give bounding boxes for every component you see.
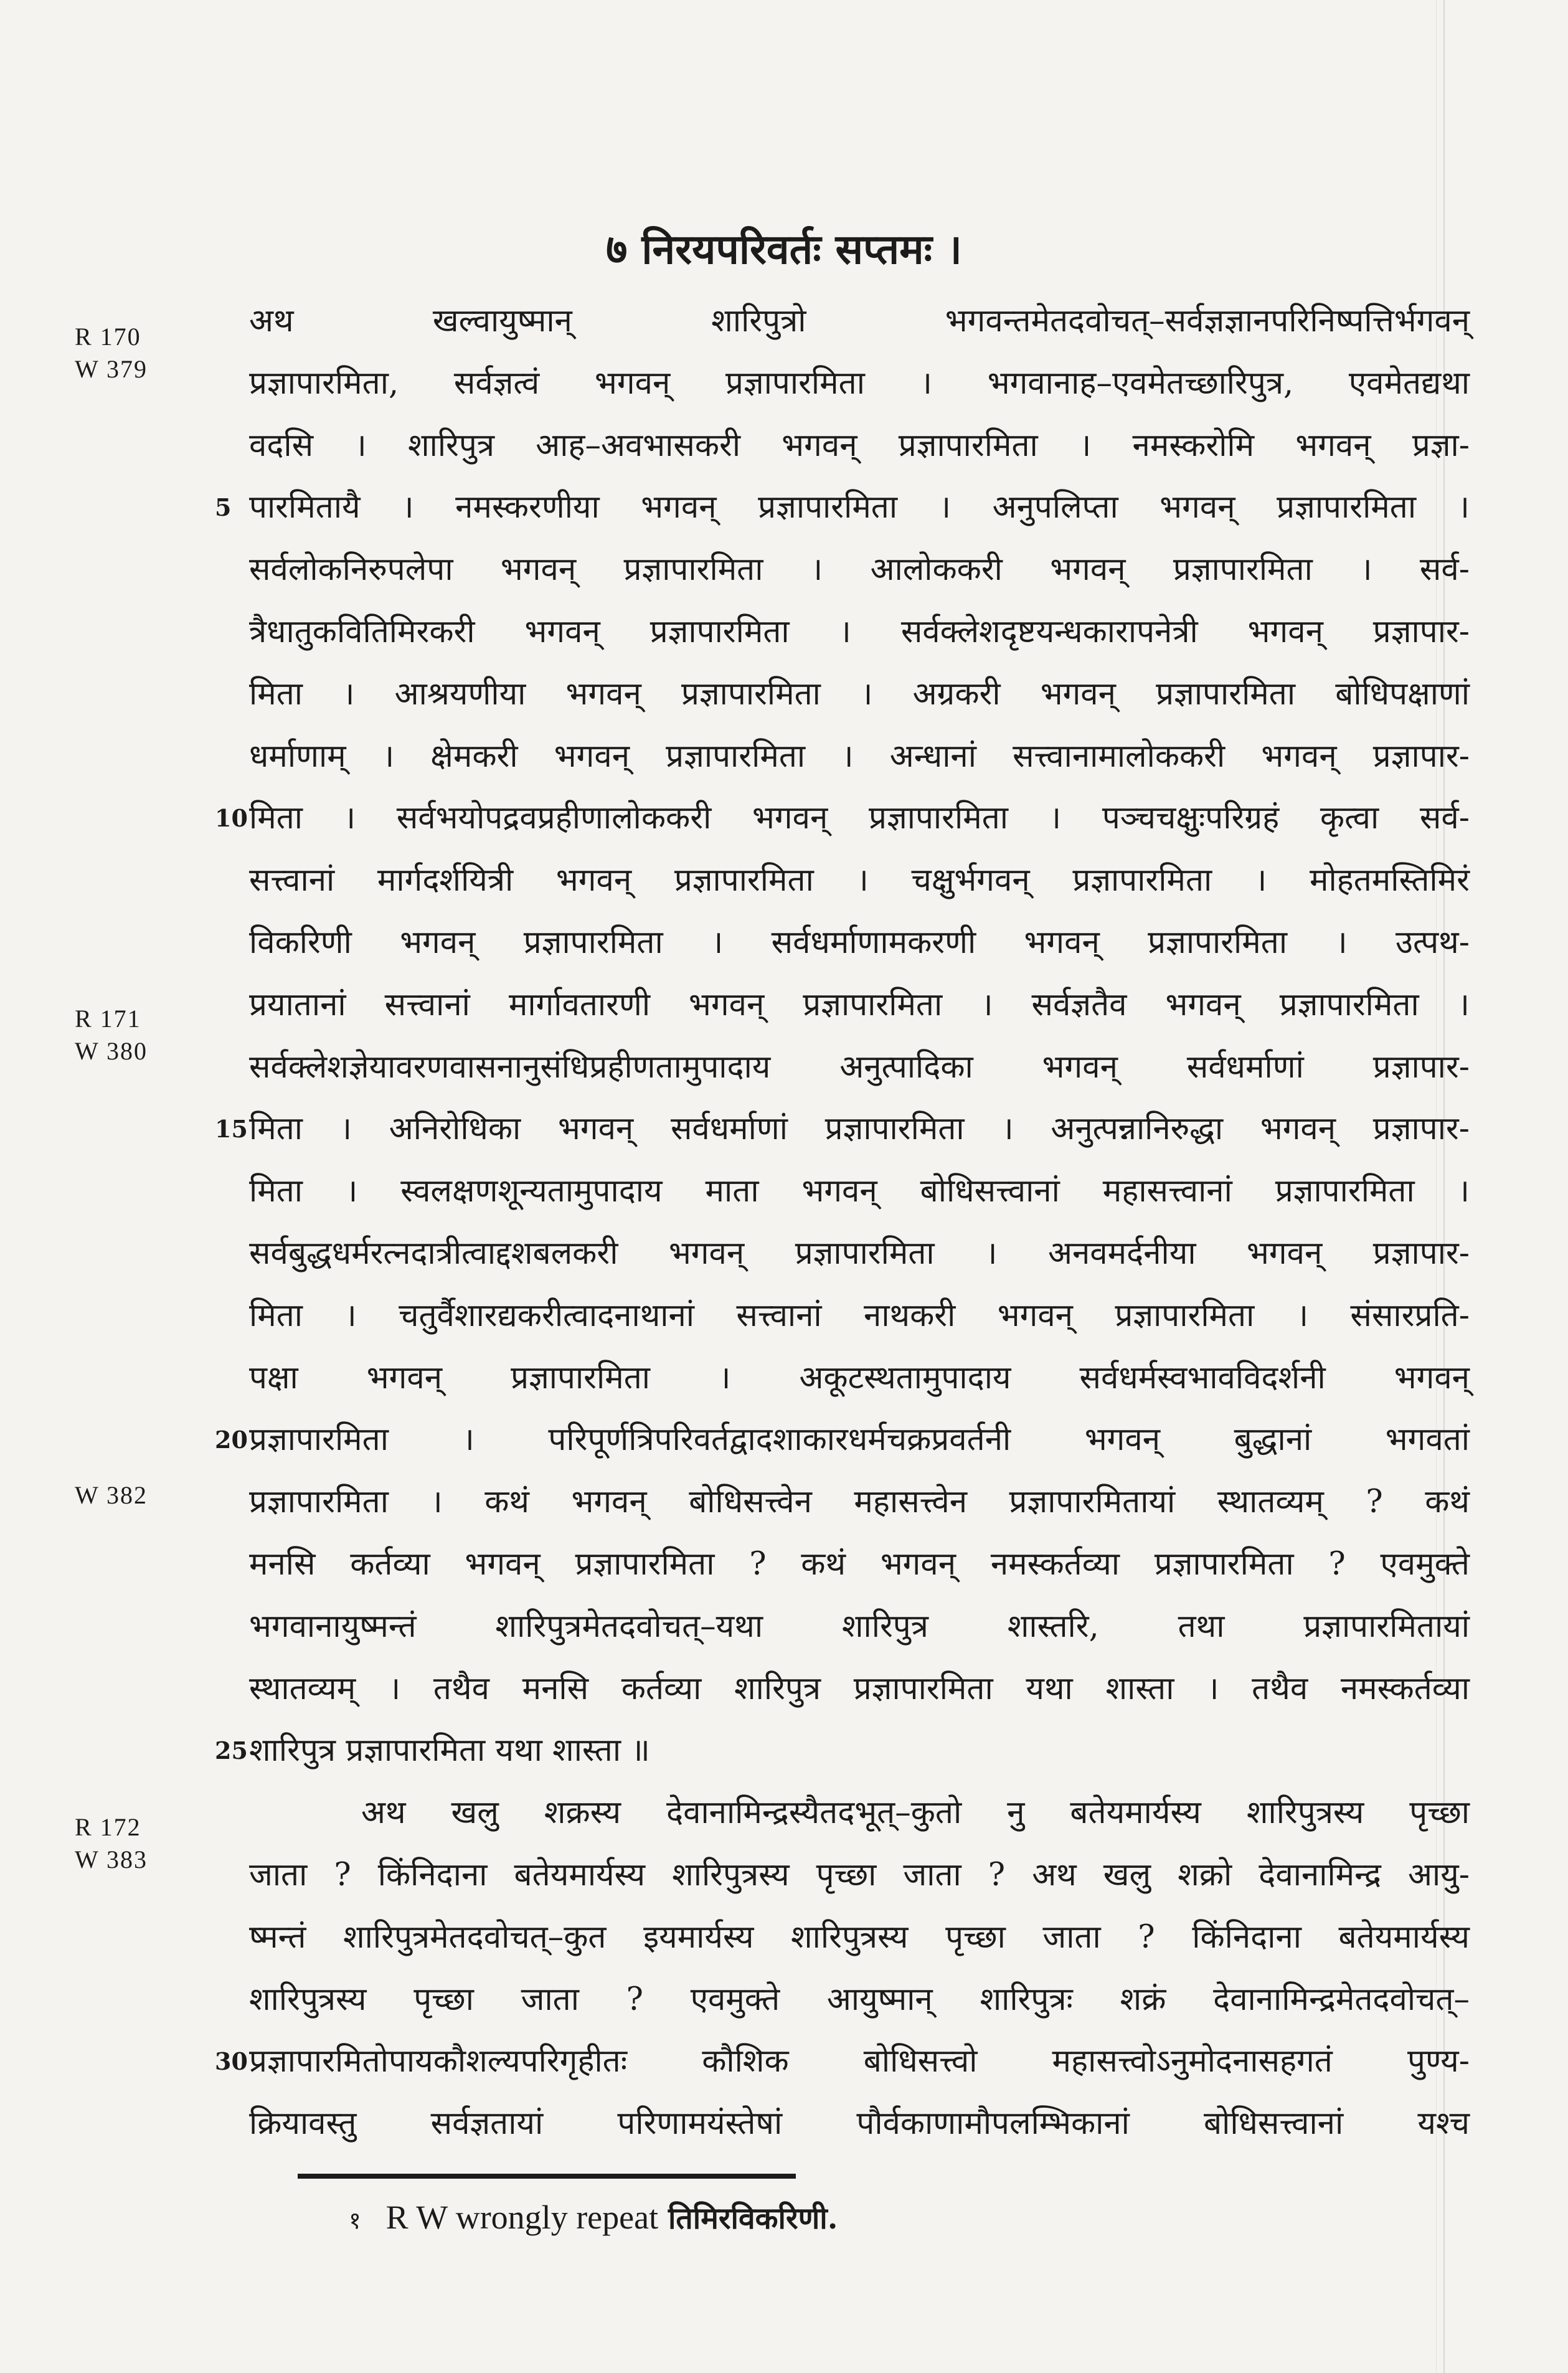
line-text: धर्माणाम् । क्षेमकरी भगवन् प्रज्ञापारमिता । अन्धानां सत्त्वानामालोककरी भगवन् प्रज्ञापार- (249, 738, 1470, 775)
text-line (249, 2095, 1470, 2153)
text-line (215, 790, 1470, 847)
text-line (215, 2033, 1470, 2090)
line-text: मिता । स्वलक्षणशून्यतामुपादाय माता भगवन् बोधिसत्त्वानां महासत्त्वानां प्रज्ञापारमिता । (249, 1173, 1470, 1210)
text-line (249, 1350, 1470, 1407)
line-text: ष्मन्तं शारिपुत्रमेतदवोचत्–कुत इयमार्यस्य शारिपुत्रस्य पृच्छा जाता ? किंनिदाना बतेयमार्यस्य (249, 1919, 1470, 1956)
line-text: वदसि । शारिपुत्र आह–अवभासकरी भगवन् प्रज्ञापारमिता । नमस्करोमि भगवन् प्रज्ञा- (249, 427, 1470, 464)
footnote-rule (298, 2174, 796, 2179)
text-line (249, 604, 1470, 661)
text-line (249, 914, 1470, 972)
margin-ref-w379: W 379 (75, 355, 148, 383)
line-text: मनसि कर्तव्या भगवन् प्रज्ञापारमिता ? कथं भगवन् नमस्कर्तव्या प्रज्ञापारमिता ? एवमुक्ते (249, 1546, 1470, 1583)
footnote (349, 2195, 1345, 2242)
line-text: त्रैधातुकवितिमिरकरी भगवन् प्रज्ञापारमिता । सर्वक्लेशदृष्टयन्धकारापनेत्री भगवन् प्रज्ञापार- (249, 613, 1470, 650)
line-text: शारिपुत्र प्रज्ञापारमिता यथा शास्ता ॥ (249, 1732, 650, 1769)
text-line (249, 355, 1470, 412)
line-text: सर्वलोकनिरुपलेपा भगवन् प्रज्ञापारमिता । आलोककरी भगवन् प्रज्ञापारमिता । सर्व- (249, 551, 1470, 588)
line-number: 25 (215, 1736, 248, 1764)
margin-ref-w382: W 382 (75, 1481, 148, 1509)
line-text: अथ खल्वायुष्मान् शारिपुत्रो भगवन्तमेतदवोचत्–सर्वज्ञज्ञानपरिनिष्पत्तिर्भगवन् (249, 303, 1470, 339)
text-line (215, 1101, 1470, 1158)
text-line (249, 1163, 1470, 1220)
text-line (249, 293, 1470, 350)
line-number: 30 (215, 2047, 248, 2075)
text-line (249, 1847, 1470, 1904)
text-line (249, 1474, 1470, 1531)
text-line (249, 1536, 1470, 1593)
text-line (249, 1598, 1470, 1655)
footnote-devanagari-text: तिमिरविकरिणी. (668, 2201, 838, 2236)
margin-ref-r172: R 172 (75, 1813, 141, 1841)
line-text: स्थातव्यम् । तथैव मनसि कर्तव्या शारिपुत्र प्रज्ञापारमिता यथा शास्ता । तथैव नमस्कर्तव्या (249, 1670, 1470, 1707)
line-text: प्रज्ञापारमितोपायकौशल्यपरिगृहीतः कौशिक बोधिसत्त्वो महासत्त्वोऽनुमोदनासहगतं पुण्य- (249, 2043, 1470, 2080)
text-line (249, 666, 1470, 723)
line-number: 15 (215, 1115, 248, 1143)
line-text: मिता । चतुर्वैशारद्यकरीत्वादनाथानां सत्त्वानां नाथकरी भगवन् प्रज्ञापारमिता । संसारप्रति- (249, 1297, 1470, 1334)
line-number: 5 (215, 493, 232, 521)
margin-ref-w380: W 380 (75, 1037, 148, 1065)
line-text: पक्षा भगवन् प्रज्ञापारमिता । अकूटस्थतामुपादाय सर्वधर्मस्वभावविदर्शनी भगवन् (249, 1360, 1470, 1396)
text-line (215, 1722, 1470, 1779)
line-text: मिता । सर्वभयोपद्रवप्रहीणालोककरी भगवन् प्रज्ञापारमिता । पञ्चचक्षुःपरिग्रहं कृत्वा सर्व- (249, 800, 1470, 836)
text-line (249, 1909, 1470, 1966)
margin-ref-w383: W 383 (75, 1845, 148, 1873)
margin-ref-r170: R 170 (75, 323, 141, 351)
line-text: मिता । अनिरोधिका भगवन् सर्वधर्माणां प्रज्ञापारमिता । अनुत्पन्नानिरुद्धा भगवन् प्रज्ञापार- (249, 1111, 1470, 1147)
chapter-heading: ७ निरयपरिवर्तः सप्तमः । (606, 225, 962, 273)
line-text: सर्वक्लेशज्ञेयावरणवासनानुसंधिप्रहीणतामुपादाय अनुत्पादिका भगवन् सर्वधर्माणां प्रज्ञापार- (249, 1049, 1470, 1086)
text-line (249, 417, 1470, 475)
line-text: प्रज्ञापारमिता । कथं भगवन् बोधिसत्त्वेन महासत्त्वेन प्रज्ञापारमितायां स्थातव्यम् ? कथं (249, 1484, 1470, 1520)
text-line (361, 1784, 1470, 1842)
line-number: 10 (215, 804, 248, 832)
line-number: 20 (215, 1426, 248, 1454)
text-line (215, 1411, 1470, 1469)
footnote-latin-text: R W wrongly repeat (385, 2199, 659, 2236)
line-text: शारिपुत्रस्य पृच्छा जाता ? एवमुक्ते आयुष्मान् शारिपुत्रः शक्रं देवानामिन्द्रमेतदवोचत्– (249, 1981, 1470, 2018)
line-text: क्रियावस्तु सर्वज्ञतायां परिणामयंस्तेषां पौर्वकाणामौपलम्भिकानां बोधिसत्त्वानां यश्च (249, 2105, 1470, 2142)
text-line (249, 541, 1470, 599)
text-line (249, 728, 1470, 785)
text-line (249, 977, 1470, 1034)
text-line (249, 1225, 1470, 1282)
text-line (249, 1660, 1470, 1718)
text-line (249, 1287, 1470, 1345)
margin-ref-r171: R 171 (75, 1005, 141, 1033)
line-text: जाता ? किंनिदाना बतेयमार्यस्य शारिपुत्रस्य पृच्छा जाता ? अथ खलु शक्रो देवानामिन्द्र आयु- (249, 1857, 1470, 1893)
line-text: प्रज्ञापारमिता । परिपूर्णत्रिपरिवर्तद्वादशाकारधर्मचक्रप्रवर्तनी भगवन् बुद्धानां भगवतां (249, 1421, 1470, 1458)
line-text: सत्त्वानां मार्गदर्शयित्री भगवन् प्रज्ञापारमिता । चक्षुर्भगवन् प्रज्ञापारमिता । मोहतमस्तिमिरं (249, 862, 1470, 899)
footnote-mark: १ (349, 2207, 361, 2234)
line-text: पारमितायै । नमस्करणीया भगवन् प्रज्ञापारमिता । अनुपलिप्ता भगवन् प्रज्ञापारमिता । (249, 489, 1470, 526)
text-line (249, 852, 1470, 909)
text-line (249, 1971, 1470, 2029)
text-line (215, 479, 1470, 536)
line-text: सर्वबुद्धधर्मरत्नदात्रीत्वाद्दशबलकरी भगवन् प्रज्ञापारमिता । अनवमर्दनीया भगवन् प्रज्ञापार- (249, 1235, 1470, 1272)
line-text: भगवानायुष्मन्तं शारिपुत्रमेतदवोचत्–यथा शारिपुत्र शास्तरि, तथा प्रज्ञापारमितायां (249, 1608, 1470, 1645)
line-text: प्रज्ञापारमिता, सर्वज्ञत्वं भगवन् प्रज्ञापारमिता । भगवानाह–एवमेतच्छारिपुत्र, एवमेतद्यथा (249, 365, 1470, 402)
line-text: मिता । आश्रयणीया भगवन् प्रज्ञापारमिता । अग्रकरी भगवन् प्रज्ञापारमिता बोधिपक्षाणां (249, 676, 1470, 713)
line-text: प्रयातानां सत्त्वानां मार्गावतारणी भगवन् प्रज्ञापारमिता । सर्वज्ञतैव भगवन् प्रज्ञापारमिता । (249, 987, 1470, 1023)
line-text: अथ खलु शक्रस्य देवानामिन्द्रस्यैतदभूत्–कुतो नु बतेयमार्यस्य शारिपुत्रस्य पृच्छा (361, 1794, 1470, 1831)
text-line (249, 1039, 1470, 1096)
line-text: विकरिणी भगवन् प्रज्ञापारमिता । सर्वधर्माणामकरणी भगवन् प्रज्ञापारमिता । उत्पथ- (249, 924, 1470, 961)
